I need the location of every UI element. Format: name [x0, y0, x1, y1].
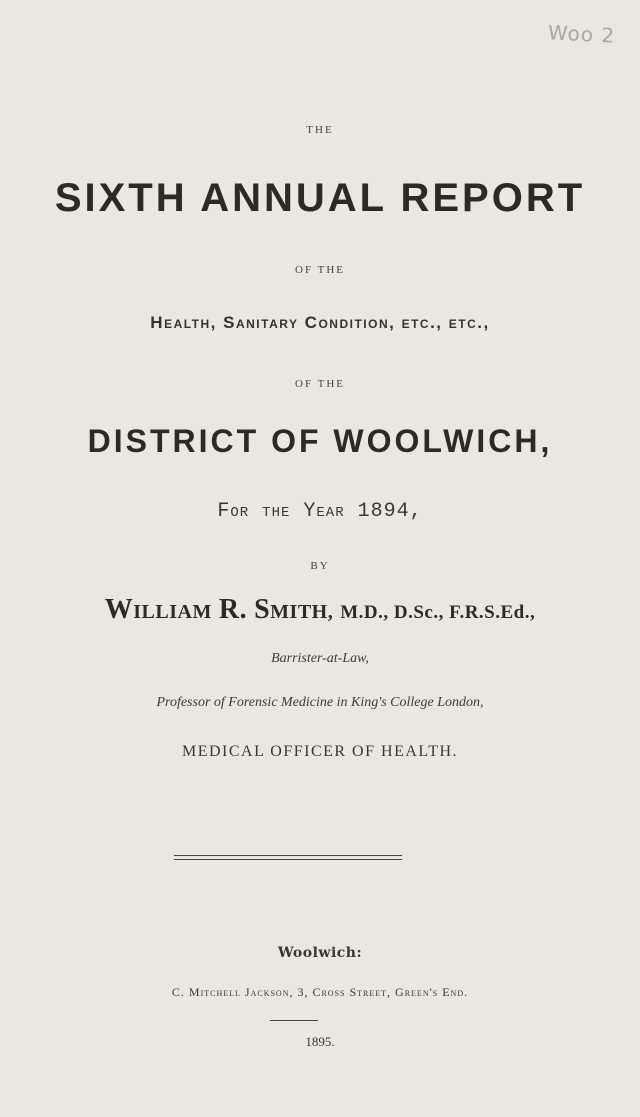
report-year: For the Year 1894,: [217, 500, 423, 523]
report-title: SIXTH ANNUAL REPORT: [54, 176, 586, 220]
imprint-place: Woolwich:: [277, 945, 363, 961]
author-name: [0, 594, 640, 626]
double-rule-divider: [174, 855, 402, 860]
by-label: BY: [310, 560, 330, 572]
district-heading: DISTRICT OF WOOLWICH,: [87, 423, 553, 459]
the-label: THE: [306, 124, 334, 136]
imprint-printer: C. Mitchell Jackson, 3, Cross Street, Green's End.: [171, 985, 469, 999]
author-last-rest: MITH,: [270, 601, 334, 623]
of-the-label-1: OF THE: [295, 264, 345, 276]
author-role-professor: Professor of Forensic Medicine in King's College London,: [156, 695, 484, 710]
author-office: MEDICAL OFFICER OF HEALTH.: [181, 743, 459, 760]
author-first-rest: ILLIAM: [133, 601, 212, 623]
imprint-date: 1895.: [305, 1034, 335, 1049]
author-middle: R.: [218, 594, 248, 625]
author-first-initial: W: [104, 594, 134, 625]
author-last-initial: S: [254, 594, 271, 625]
of-the-label-2: OF THE: [295, 378, 345, 390]
single-rule-divider: [270, 1020, 318, 1021]
archive-reference: Woo 2: [547, 20, 616, 48]
author-role-barrister: Barrister-at-Law,: [271, 651, 369, 666]
report-subject: Health, Sanitary Condition, etc., etc.,: [150, 313, 490, 332]
author-degrees: M.D., D.Sc., F.R.S.Ed.,: [340, 602, 536, 623]
